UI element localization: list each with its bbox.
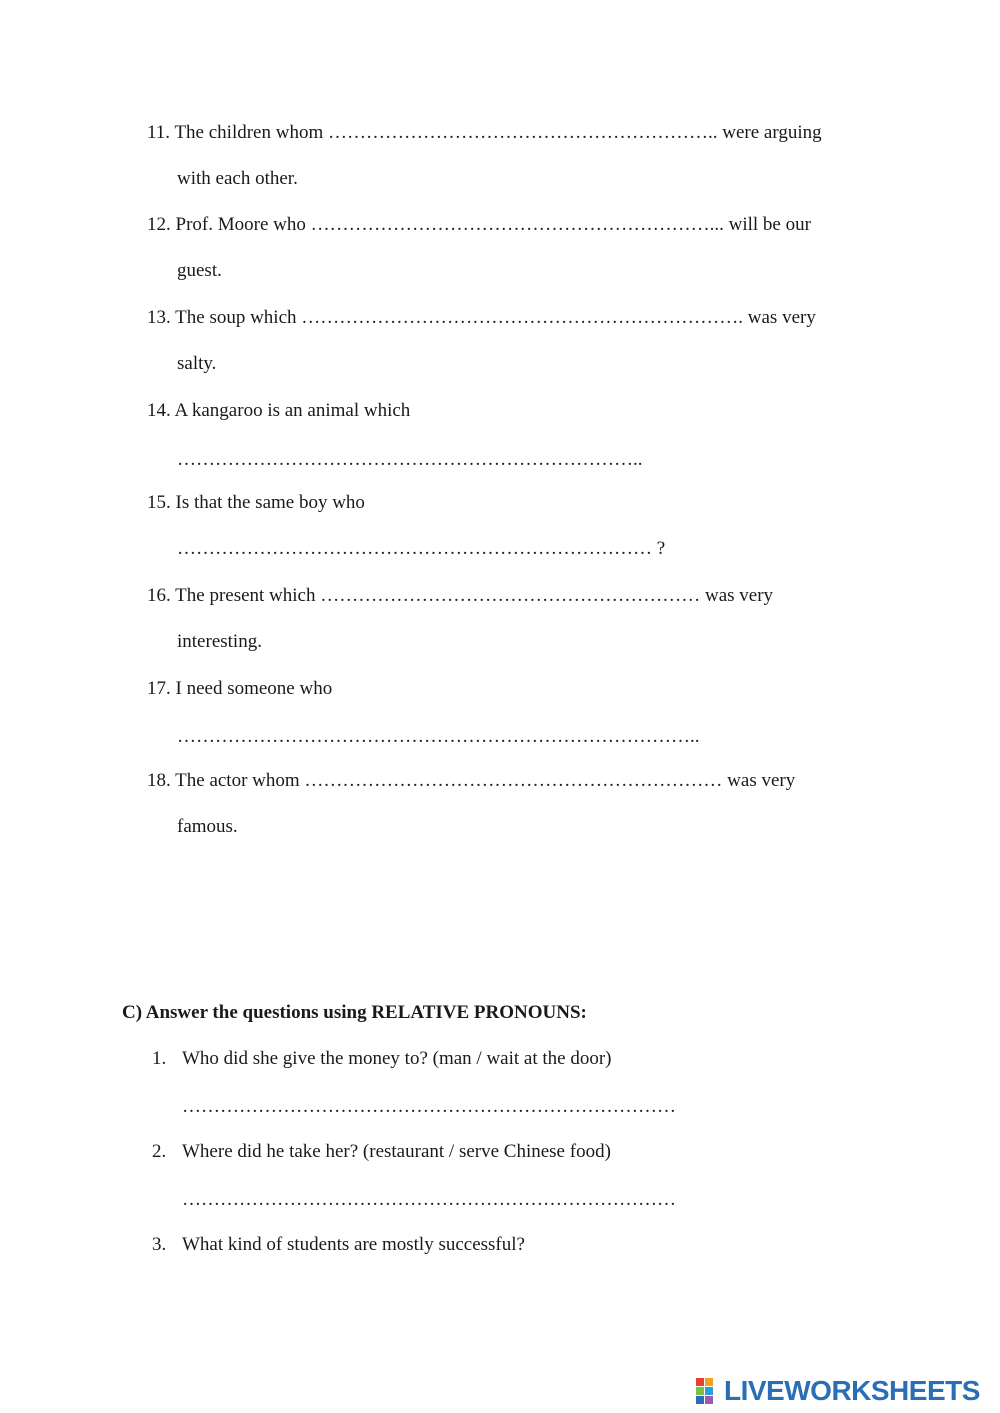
question-1-text: Who did she give the money to? (man / wait at the door) (182, 1048, 612, 1069)
question-3-number: 3. (152, 1234, 167, 1255)
item-12-line-1: 12. Prof. Moore who ………………………………………………………... will be our (147, 214, 811, 235)
item-15-line-1: 15. Is that the same boy who (147, 492, 365, 513)
item-18-line-1: 18. The actor whom ………………………………………………………… was very (147, 770, 796, 791)
item-14-answer-line: ……………………………………………………………….. (177, 449, 643, 470)
liveworksheets-logo-icon (696, 1378, 722, 1404)
item-11-line-1: 11. The children whom …………………………………………………….. were arguing (147, 122, 822, 143)
item-16-line-2: interesting. (177, 631, 262, 652)
item-18-line-2: famous. (177, 816, 238, 837)
item-16-line-1: 16. The present which …………………………………………………… was very (147, 585, 774, 606)
liveworksheets-logo-text: LIVEWORKSHEETS (724, 1375, 980, 1406)
liveworksheets-logo (696, 1376, 980, 1406)
question-1-answer-line: …………………………………………………………………… (182, 1096, 676, 1117)
item-11-line-2: with each other. (177, 168, 298, 189)
item-13-line-1: 13. The soup which ……………………………………………………………. was very (147, 307, 816, 328)
question-1-number: 1. (152, 1048, 167, 1069)
item-15-answer-line: ………………………………………………………………… ? (177, 538, 666, 559)
item-13-line-2: salty. (177, 353, 217, 374)
question-2-text: Where did he take her? (restaurant / serve Chinese food) (182, 1141, 611, 1162)
question-3-text: What kind of students are mostly successful? (182, 1234, 525, 1255)
item-12-line-2: guest. (177, 260, 222, 281)
item-14-line-1: 14. A kangaroo is an animal which (147, 400, 411, 421)
question-2-number: 2. (152, 1141, 167, 1162)
item-17-line-1: 17. I need someone who (147, 678, 333, 699)
section-c-heading: C) Answer the questions using RELATIVE PRONOUNS: (122, 1002, 587, 1023)
question-2-answer-line: …………………………………………………………………… (182, 1189, 676, 1210)
item-17-answer-line: ……………………………………………………………………….. (177, 726, 700, 747)
